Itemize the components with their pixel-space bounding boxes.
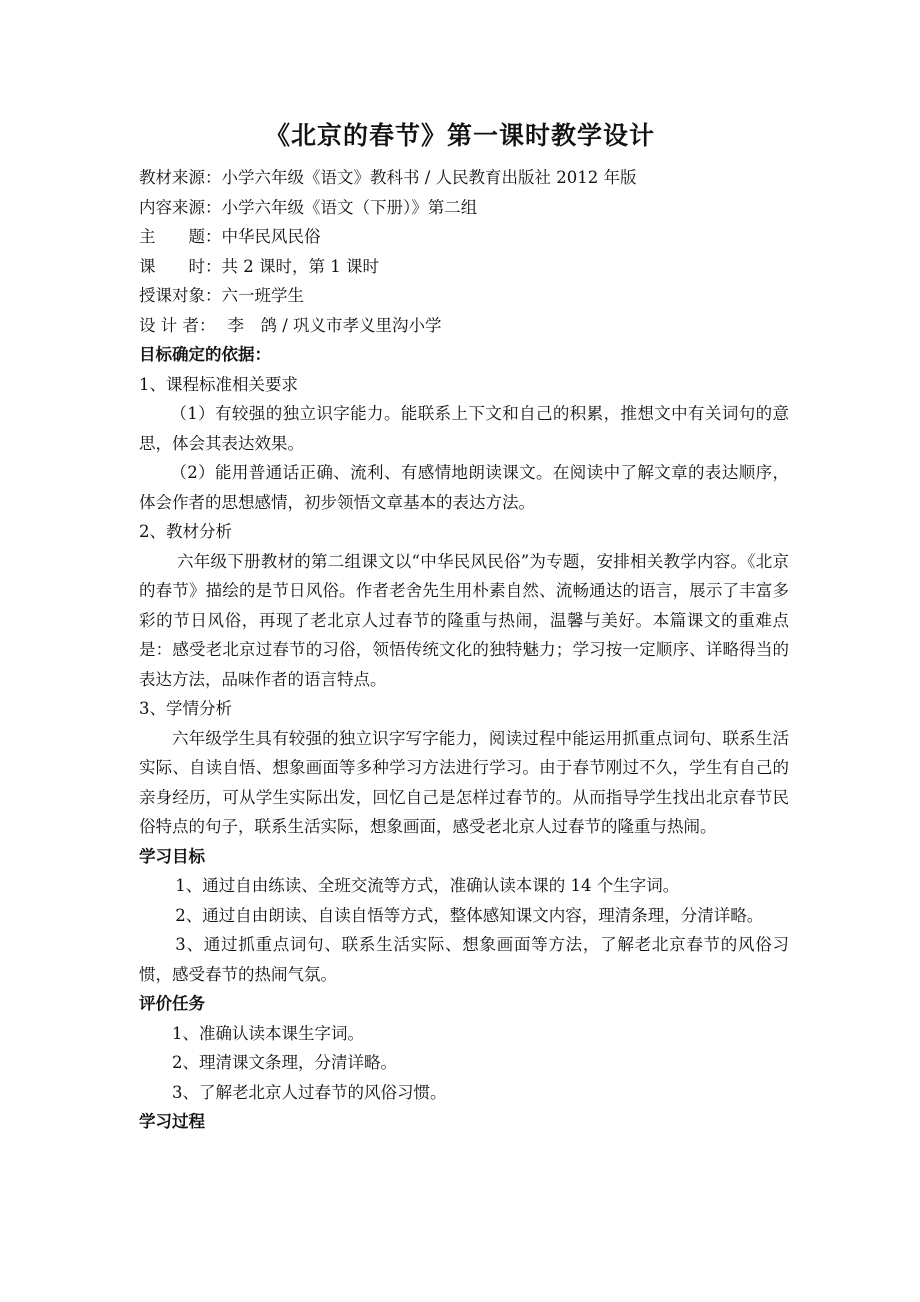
section2-heading: 2、教材分析: [139, 522, 232, 541]
meta-value: 小学六年级《语文》教科书 / 人民教育出版社 2012 年版: [221, 168, 637, 187]
meta-value: 小学六年级《语文（下册）》第二组: [221, 197, 478, 217]
task-item: 2、理清课文条理，分清详略。: [172, 1053, 397, 1072]
meta-value: 中华民风民俗: [221, 227, 321, 246]
meta-row-textbook-source: [139, 163, 789, 193]
meta-value: 共 2 课时，第 1 课时: [221, 256, 379, 276]
goal-item: 3、通过抓重点词句、联系生活实际、想象画面等方法，了解老北京春节的风俗习惯，感受春节的热闹气氛。: [139, 935, 789, 984]
tasks-heading: 评价任务: [139, 994, 205, 1013]
meta-row-theme: [139, 222, 789, 252]
meta-label: 主 题：: [139, 227, 222, 246]
section3-paragraph: 六年级学生具有较强的独立识字写字能力，阅读过程中能运用抓重点词句、联系生活实际、自读自悟、想象画面等多种学习方法进行学习。由于春节刚过不久，学生有自己的亲身经历，可从学生实际出发，回忆自己是怎样过春节的。从而指导学生找出北京春节民俗特点的句子，联系生活实际，想象画面，感受老北京人过春节的隆重与热闹。: [139, 728, 789, 836]
meta-label: 设 计 者：: [139, 315, 216, 335]
task-item: 3、了解老北京人过春节的风俗习惯。: [172, 1082, 447, 1102]
section3-heading: 3、学情分析: [139, 699, 232, 718]
process-heading: 学习过程: [139, 1112, 205, 1131]
basis-heading: 目标确定的依据：: [139, 345, 271, 364]
meta-label: 教材来源：: [139, 168, 222, 187]
meta-value: 六一班学生: [221, 286, 304, 305]
goal-item: 2、通过自由朗读、自读自悟等方式，整体感知课文内容，理清条理，分清详略。: [175, 905, 764, 925]
section1-heading: 1、课程标准相关要求: [139, 374, 298, 394]
meta-row-periods: [139, 252, 789, 282]
meta-label: 课 时：: [139, 256, 222, 276]
task-item: 1、准确认读本课生字词。: [172, 1023, 364, 1043]
document-body: [139, 163, 789, 1137]
goals-heading: 学习目标: [139, 846, 205, 866]
meta-label: 内容来源：: [139, 197, 222, 217]
section1-paragraph-2: （2）能用普通话正确、流利、有感情地朗读课文。在阅读中了解文章的表达顺序，体会作者的思想感情，初步领悟文章基本的表达方法。: [139, 463, 789, 512]
meta-row-designer: [139, 311, 789, 341]
section2-paragraph: 六年级下册教材的第二组课文以“中华民风民俗”为专题，安排相关教学内容。《北京的春节》描绘的是节日风俗。作者老舍先生用朴素自然、流畅通达的语言，展示了丰富多彩的节日风俗，再现了老北京人过春节的隆重与热闹，温馨与美好。本篇课文的重难点是：感受老北京过春节的习俗，领悟传统文化的独特魅力；学习按一定顺序、详略得当的表达方法，品味作者的语言特点。: [139, 551, 789, 689]
section1-paragraph-1: （1）有较强的独立识字能力。能联系上下文和自己的积累，推想文中有关词句的意思，体会其表达效果。: [139, 404, 789, 453]
meta-value: 李 鸽 / 巩义市孝义里沟小学: [227, 315, 442, 335]
goal-item: 1、通过自由练读、全班交流等方式，准确认读本课的 14 个生字词。: [175, 876, 680, 895]
meta-label: 授课对象：: [139, 286, 222, 305]
document-title: 《北京的春节》第一课时教学设计: [264, 121, 655, 150]
meta-row-audience: [139, 281, 789, 311]
meta-row-content-source: [139, 193, 789, 223]
